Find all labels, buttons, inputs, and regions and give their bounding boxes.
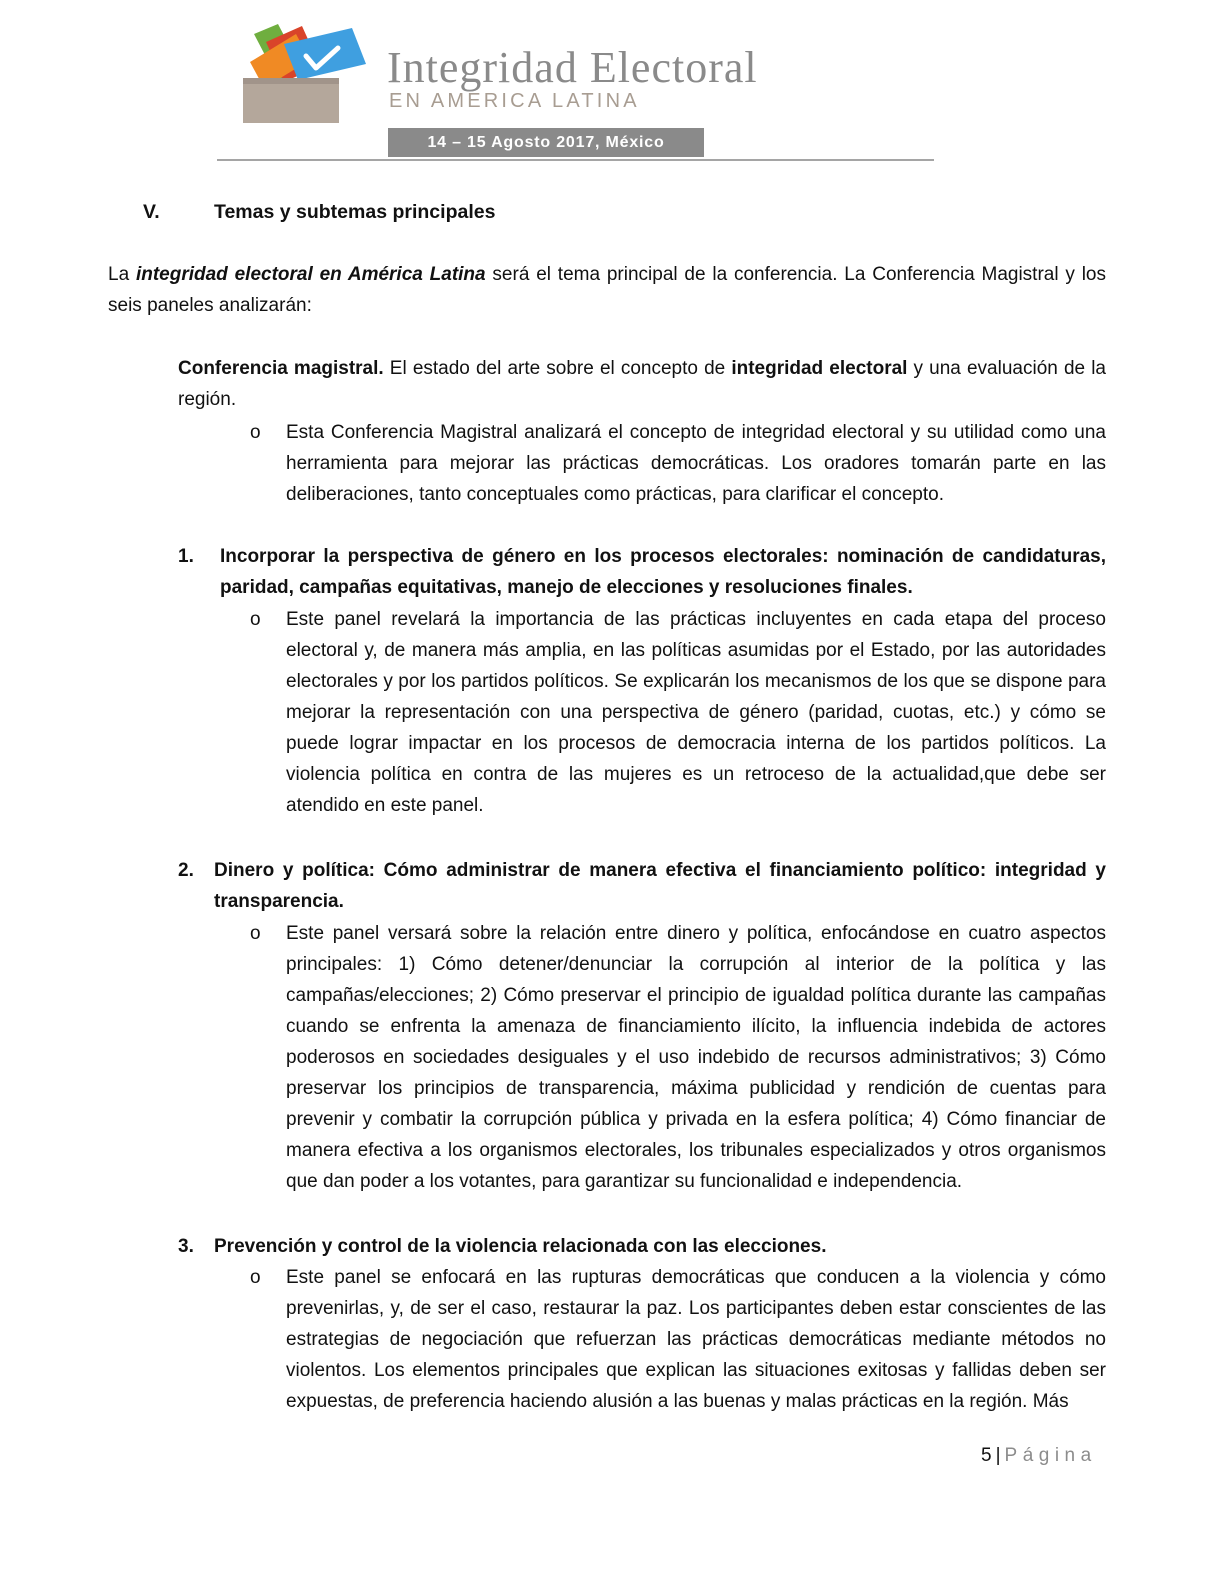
page-label: Página	[1004, 1445, 1097, 1466]
intro-suffix: será el tema principal de la conferencia. La Conferencia Magistral y los seis paneles analizarán:	[108, 264, 1106, 316]
panel-2-heading: Dinero y política: Cómo administrar de manera efectiva el financiamiento político: integridad y transparencia.	[214, 860, 1106, 912]
panel-1-number: 1.	[178, 546, 194, 567]
panel-2-number: 2.	[178, 860, 194, 881]
event-title: Integridad Electoral	[387, 43, 758, 92]
panel-2-bullet-text: Este panel versará sobre la relación entre dinero y política, enfocándose en cuatro aspectos principales: 1) Cómo detener/denunciar la corrupción al interior de la política y las campañas/elecciones; 2) Cómo preservar el principio de igualdad política durante las campañas cuando se enfrenta la amenaza de financiamiento ilícito, la influencia indebida de actores poderosos en sociedades desiguales y el uso indebido de recursos administrativos; 3) Cómo preservar los principios de transparencia, máxima publicidad y rendición de cuentas para prevenir y combatir la corrupción pública y privada en la esfera política; 4) Cómo financiar de manera efectiva a los organismos electorales, los tribunales especializados y otros organismos que dan poder a los votantes, para garantizar su funcionalidad e independencia.	[286, 923, 1106, 1192]
panel-3-number: 3.	[178, 1236, 194, 1257]
document-header	[0, 0, 1224, 165]
bullet-marker: o	[250, 1267, 261, 1288]
page-number: 5	[981, 1445, 992, 1466]
logo-box	[243, 78, 339, 123]
panel-1-heading: Incorporar la perspectiva de género en los procesos electorales: nominación de candidaturas, paridad, campañas equitativas, manejo de elecciones y resoluciones finales.	[220, 546, 1106, 598]
page-footer	[981, 1444, 1097, 1468]
bullet-marker: o	[250, 923, 261, 944]
event-date-banner: 14 – 15 Agosto 2017, México	[388, 128, 704, 157]
conference-emphasis: integridad electoral	[731, 358, 908, 379]
section-number: V.	[143, 201, 160, 223]
bullet-marker: o	[250, 609, 261, 630]
conference-text-b: y una evaluación de la región.	[178, 358, 1106, 410]
conference-text-a: El estado del arte sobre el concepto de	[383, 358, 732, 379]
header-divider	[217, 159, 934, 161]
intro-paragraph	[108, 259, 1106, 321]
page-separator: |	[995, 1445, 1001, 1466]
panel-3-bullet-text: Este panel se enfocará en las rupturas democráticas que conducen a la violencia y cómo prevenirlas, y, de ser el caso, restaurar la paz. Los participantes deben estar conscientes de las estrategias de negociación que refuerzan las prácticas democráticas mediante métodos no violentos. Los elementos principales que explican las situaciones exitosas y fallidas deben ser expuestas, de preferencia haciendo alusión a las buenas y malas prácticas en la región. Más	[286, 1267, 1106, 1412]
panel-1-bullet-text: Este panel revelará la importancia de las prácticas incluyentes en cada etapa del proceso electoral y, de manera más amplia, en las políticas asumidas por el Estado, por las autoridades electorales y por los partidos políticos. Se explicarán los mecanismos de los que se dispone para mejorar la representación con una perspectiva de género (paridad, cuotas, etc.) y cómo se puede lograr impactar en los procesos de democracia interna de los partidos políticos. La violencia política en contra de las mujeres es un retroceso de la actualidad,que debe ser atendido en este panel.	[286, 609, 1106, 816]
event-subtitle: EN AMERICA LATINA	[389, 90, 640, 112]
section-title: Temas y subtemas principales	[214, 201, 496, 223]
bullet-marker: o	[250, 422, 261, 443]
panel-3-heading: Prevención y control de la violencia relacionada con las elecciones.	[214, 1236, 827, 1257]
ballot-box-logo-icon	[240, 20, 370, 125]
intro-emphasis: integridad electoral en América Latina	[135, 264, 486, 285]
conference-paragraph	[178, 353, 1106, 415]
conference-bullet-text: Esta Conferencia Magistral analizará el concepto de integridad electoral y su utilidad como una herramienta para mejorar las prácticas democráticas. Los oradores tomarán parte en las deliberaciones, tanto conceptuales como prácticas, para clarificar el concepto.	[286, 422, 1106, 505]
intro-prefix: La	[108, 264, 136, 285]
conference-label: Conferencia magistral.	[178, 358, 384, 379]
